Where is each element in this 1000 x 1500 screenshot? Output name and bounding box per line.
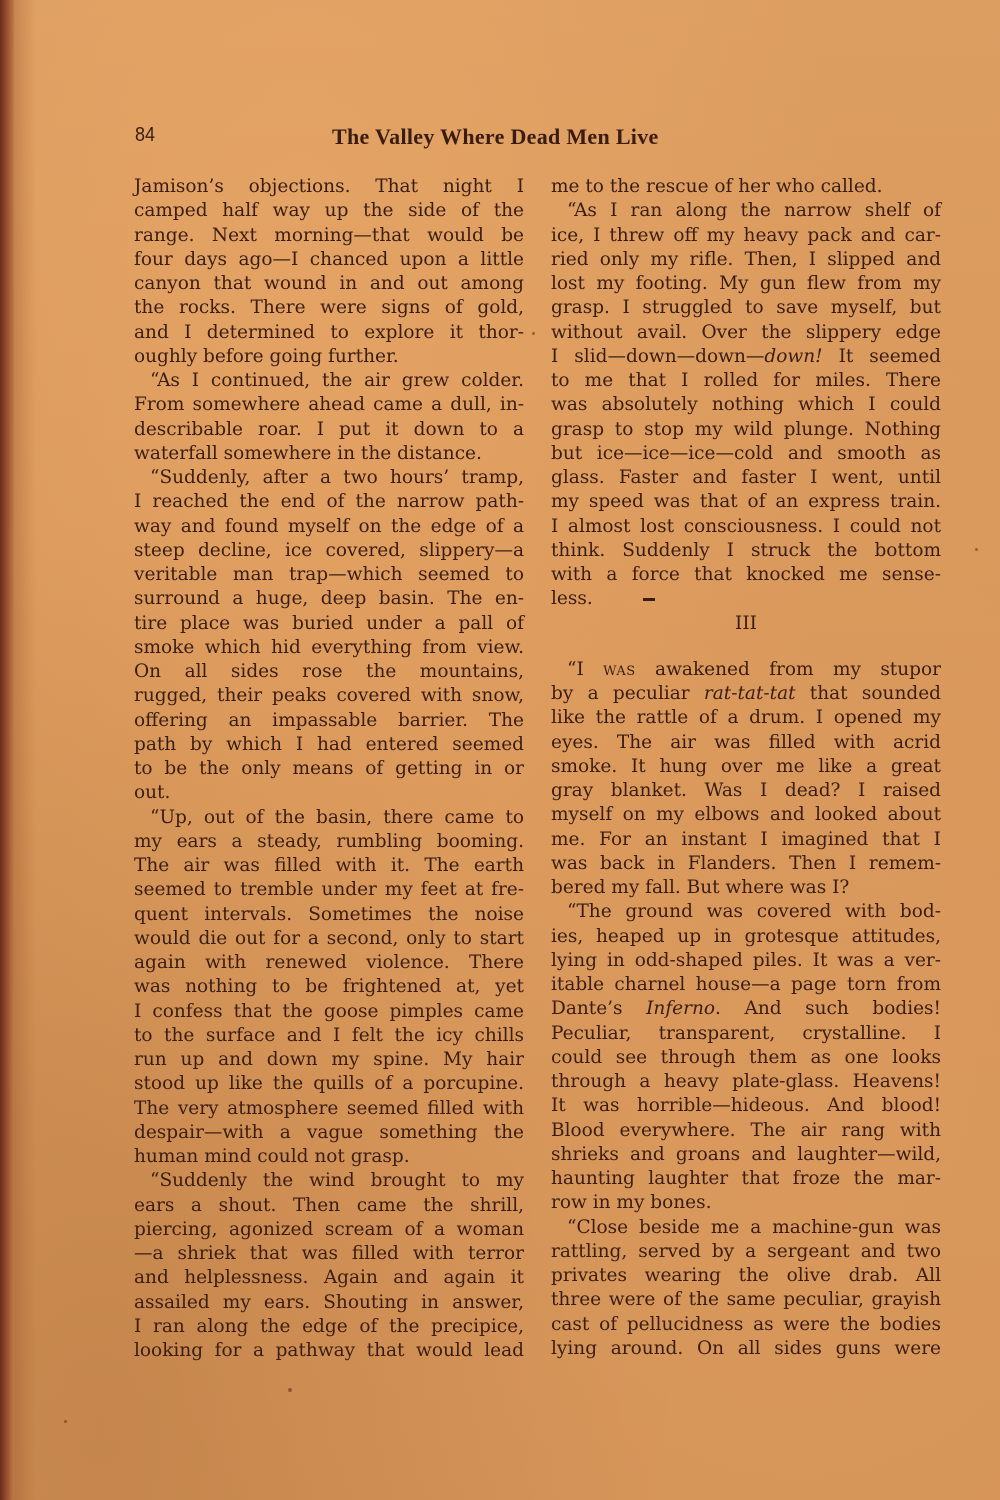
text-line: with a force that knocked me sense- bbox=[551, 564, 941, 585]
text-line: surround a huge, deep basin. The en- bbox=[134, 588, 524, 610]
text-line: lying around. On all sides guns were bbox=[551, 1337, 941, 1359]
text-line: like the rattle of a drum. I opened my bbox=[551, 707, 941, 729]
italic-book-title: Inferno bbox=[646, 998, 716, 1020]
text-line: despair—with a vague something the bbox=[134, 1121, 524, 1143]
text-line: shrieks and groans and laughter—wild, bbox=[551, 1143, 941, 1165]
text-line: privates wearing the olive drab. All bbox=[551, 1265, 941, 1286]
paper-speck bbox=[975, 548, 978, 551]
text-line: smoke. It hung over me like a great bbox=[551, 755, 941, 777]
book-binding-edge bbox=[0, 0, 14, 1500]
left-column bbox=[134, 175, 524, 1363]
text-line: to be the only means of getting in or bbox=[134, 758, 524, 779]
paragraph-start-line: “Suddenly, after a two hours’ tramp, bbox=[150, 467, 524, 488]
text-line bbox=[551, 997, 941, 1021]
text-line: human mind could not grasp. bbox=[134, 1146, 410, 1167]
text-line bbox=[551, 345, 941, 369]
text-line: tire place was buried under a pall of bbox=[134, 612, 524, 634]
text-line: was back in Flanders. Then I remem- bbox=[551, 852, 941, 874]
paragraph-start-line: “The ground was covered with bod- bbox=[567, 901, 941, 923]
binding-shadow bbox=[14, 0, 36, 1500]
text-line: and I determined to explore it thor- bbox=[134, 321, 524, 343]
text-line: run up and down my spine. My hair bbox=[134, 1049, 524, 1070]
text-line: through a heavy plate-glass. Heavens! bbox=[551, 1071, 941, 1092]
text-line: I ran along the edge of the precipice, bbox=[134, 1315, 524, 1337]
text-line: Peculiar, transparent, crystalline. I bbox=[551, 1022, 941, 1044]
text-line: From somewhere ahead came a dull, in- bbox=[134, 394, 524, 416]
text-line: camped half way up the side of the bbox=[134, 200, 524, 222]
text-line: was absolutely nothing which I could bbox=[551, 394, 941, 416]
paper-speck bbox=[288, 1388, 292, 1392]
text-line: describable roar. I put it down to a bbox=[134, 418, 524, 440]
paragraph-start-line: “As I continued, the air grew colder. bbox=[150, 370, 524, 391]
running-head bbox=[135, 124, 935, 152]
text-line: canyon that wound in and out among bbox=[134, 273, 524, 294]
text-line: glass. Faster and faster I went, until bbox=[551, 467, 941, 488]
text-line: veritable man trap—which seemed to bbox=[134, 564, 524, 585]
text-line: four days ago—I chanced upon a little bbox=[134, 248, 524, 270]
text-fragment: I slid—down—down— bbox=[551, 345, 765, 367]
text-line: less. bbox=[551, 587, 941, 611]
printers-dash-mark bbox=[643, 598, 655, 601]
text-line: oughly before going further. bbox=[134, 345, 399, 367]
paragraph-start-line: “Up, out of the basin, there came to bbox=[150, 806, 524, 828]
text-fragment: . And such bodies! bbox=[715, 998, 941, 1020]
text-line: —a shriek that was filled with terror bbox=[134, 1243, 524, 1264]
text-line: to me that I rolled for miles. There bbox=[551, 370, 941, 391]
paragraph-start-line: “Close beside me a machine-gun was bbox=[567, 1216, 941, 1238]
text-line: would die out for a second, only to start bbox=[134, 927, 524, 949]
text-line: It was horrible—hideous. And blood! bbox=[551, 1095, 941, 1117]
text-line: rattling, served by a sergeant and two bbox=[551, 1240, 941, 1262]
text-line: piercing, agonized scream of a woman bbox=[134, 1218, 524, 1240]
text-line: itable charnel house—a page torn from bbox=[551, 974, 941, 995]
text-fragment: by a peculiar bbox=[551, 683, 704, 704]
text-line: Jamison’s objections. That night I bbox=[134, 176, 524, 197]
text-line: On all sides rose the mountains, bbox=[134, 661, 524, 682]
text-line: me to the rescue of her who called. bbox=[551, 176, 883, 197]
text-fragment: that sounded bbox=[795, 683, 941, 704]
italic-emphasis: rat-tat-tat bbox=[703, 683, 796, 704]
text-line: ies, heaped up in grotesque attitudes, bbox=[551, 925, 941, 947]
text-fragment: Dante’s bbox=[551, 998, 647, 1020]
text-line: path by which I had entered seemed bbox=[134, 733, 524, 755]
text-line: assailed my ears. Shouting in answer, bbox=[134, 1291, 524, 1313]
text-line: was nothing to be frightened at, yet bbox=[134, 976, 524, 998]
text-line: steep decline, ice covered, slippery—a bbox=[134, 539, 524, 561]
text-line: but ice—ice—ice—cold and smooth as bbox=[551, 442, 941, 464]
text-line: seemed to tremble under my feet at fre- bbox=[134, 879, 524, 901]
text-line: offering an impassable barrier. The bbox=[134, 709, 524, 731]
text-line: me. For an instant I imagined that I bbox=[551, 828, 941, 850]
text-line: lying in odd-shaped piles. It was a ver- bbox=[551, 949, 941, 971]
text-line: smoke which hid everything from view. bbox=[134, 636, 524, 658]
text-line: grasp. I struggled to save myself, but bbox=[551, 297, 941, 319]
text-fragment: It seemed bbox=[822, 345, 941, 367]
text-line: grasp to stop my wild plunge. Nothing bbox=[551, 418, 941, 440]
text-line: gray blanket. Was I dead? I raised bbox=[551, 780, 941, 801]
text-line: the rocks. There were signs of gold, bbox=[134, 297, 524, 319]
text-line: lost my footing. My gun flew from my bbox=[551, 273, 941, 294]
text-line: The very atmosphere seemed filled with bbox=[134, 1097, 524, 1119]
text-line: my ears a steady, rumbling booming. bbox=[134, 830, 524, 852]
text-line: I reached the end of the narrow path- bbox=[134, 491, 524, 513]
right-column bbox=[551, 175, 941, 1361]
text-line: way and found myself on the edge of a bbox=[134, 515, 524, 537]
text-line: out. bbox=[134, 782, 171, 804]
text-line: eyes. The air was filled with acrid bbox=[551, 731, 941, 753]
page-number: 84 bbox=[135, 124, 156, 146]
text-line: myself on my elbows and looked about bbox=[551, 804, 941, 826]
italic-emphasis: down! bbox=[764, 345, 823, 367]
text-line: Blood everywhere. The air rang with bbox=[551, 1119, 941, 1141]
section-heading: III bbox=[735, 612, 757, 634]
text-line: I almost lost consciousness. I could not bbox=[551, 515, 941, 537]
paragraph-start-line: “As I ran along the narrow shelf of bbox=[567, 200, 941, 222]
text-line: again with renewed violence. There bbox=[134, 952, 524, 973]
paper-speck bbox=[532, 332, 535, 335]
section-spacer bbox=[551, 636, 941, 658]
text-line: three were of the same peculiar, grayish bbox=[551, 1289, 941, 1311]
text-line: without avail. Over the slippery edge bbox=[551, 321, 941, 343]
text-line: quent intervals. Sometimes the noise bbox=[134, 903, 524, 925]
text-line: I confess that the goose pimples came bbox=[134, 1000, 524, 1022]
text-line: The air was filled with it. The earth bbox=[134, 855, 524, 876]
text-line: could see through them as one looks bbox=[551, 1046, 941, 1068]
text-line: stood up like the quills of a porcupine. bbox=[134, 1073, 524, 1095]
text-line: think. Suddenly I struck the bottom bbox=[551, 539, 941, 561]
text-line: haunting laughter that froze the mar- bbox=[551, 1168, 941, 1189]
text-line: ears a shout. Then came the shrill, bbox=[134, 1194, 524, 1216]
text-line: ice, I threw off my heavy pack and car- bbox=[551, 224, 941, 246]
text-line: cast of pellucidness as were the bodies bbox=[551, 1313, 941, 1335]
text-line: looking for a pathway that would lead bbox=[134, 1340, 524, 1361]
section-opening-line bbox=[551, 658, 941, 682]
text-line: rugged, their peaks covered with snow, bbox=[134, 685, 524, 707]
text-fragment: awakened from my stupor bbox=[635, 658, 941, 680]
text-line: range. Next morning—that would be bbox=[134, 224, 524, 246]
running-title: The Valley Where Dead Men Live bbox=[332, 124, 659, 149]
small-caps-opening: was bbox=[603, 658, 636, 680]
text-line: bered my fall. But where was I? bbox=[551, 877, 850, 898]
text-line: my speed was that of an express train. bbox=[551, 491, 941, 513]
text-line: to the surface and I felt the icy chills bbox=[134, 1024, 524, 1046]
text-line bbox=[551, 682, 941, 706]
paper-speck bbox=[64, 1420, 67, 1423]
text-line: row in my bones. bbox=[551, 1192, 712, 1214]
text-line: ried only my rifle. Then, I slipped and bbox=[551, 248, 941, 270]
text-line: waterfall somewhere in the distance. bbox=[134, 442, 482, 464]
text-line: and helplessness. Again and again it bbox=[134, 1267, 524, 1289]
paragraph-start-line: “Suddenly the wind brought to my bbox=[150, 1170, 524, 1192]
text-fragment: “I bbox=[567, 658, 604, 680]
